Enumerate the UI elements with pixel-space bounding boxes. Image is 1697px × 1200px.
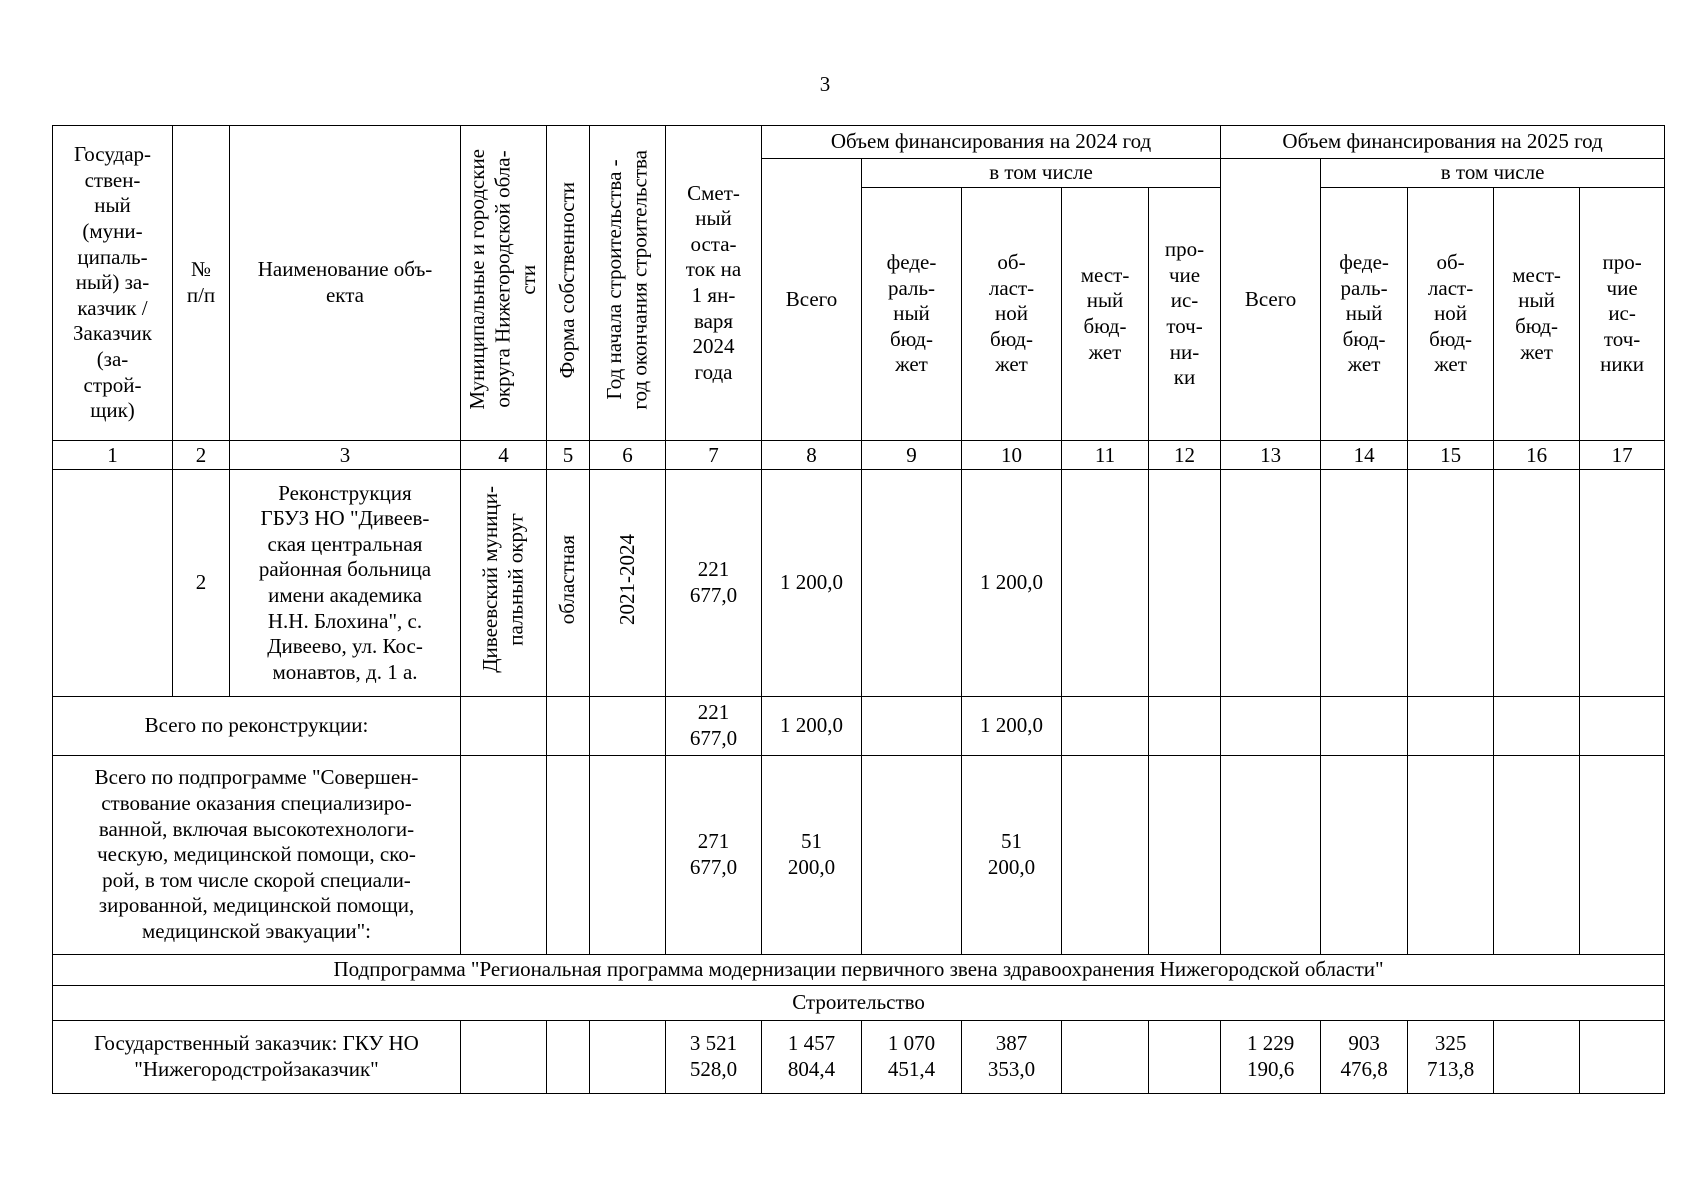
cell-empty (1580, 470, 1665, 697)
col-number: 3 (230, 441, 461, 470)
cell-empty (1321, 470, 1408, 697)
cell-empty (461, 1021, 547, 1094)
cell-customer-regional-2024: 387 353,0 (962, 1021, 1062, 1094)
cell-empty (1149, 756, 1221, 955)
cell-customer-total-2025: 1 229 190,6 (1221, 1021, 1321, 1094)
table-row-total-subprogram (53, 756, 1665, 955)
cell-empty (547, 756, 590, 955)
header-local-2025: мест- ный бюд- жет (1494, 188, 1580, 441)
cell-object-municipality: Дивеевский муници- пальный округ (477, 486, 528, 674)
cell-object-num: 2 (173, 470, 230, 697)
cell-total-reconstruction-label: Всего по реконструкции: (53, 697, 461, 756)
header-regional-2024: об- ласт- ной бюд- жет (962, 188, 1062, 441)
col-number: 16 (1494, 441, 1580, 470)
header-including-2024: в том числе (862, 159, 1221, 188)
header-row-1 (53, 126, 1665, 159)
cell-empty (547, 1021, 590, 1094)
header-other-2024: про- чие ис- точ- ни- ки (1149, 188, 1221, 441)
header-municipality: Муниципальные и городские округа Нижегородской обла- сти (465, 149, 541, 410)
cell-empty (1408, 470, 1494, 697)
cell-empty (1408, 697, 1494, 756)
col-number: 6 (590, 441, 666, 470)
header-total-2024: Всего (762, 159, 862, 441)
cell-empty (461, 697, 547, 756)
col-number: 12 (1149, 441, 1221, 470)
cell-total-subprogram-label: Всего по подпрограмме "Совершен- ствование оказания специализиро- ванной, включая высокотехнологи- ческую, медицинской помощи, ско- рой, в том числе скорой специали- зированной, медицинской помощи, медицинской эвакуации": (53, 756, 461, 955)
header-years-cell (590, 126, 666, 441)
cell-empty (862, 470, 962, 697)
cell-empty (1580, 697, 1665, 756)
header-other-2025: про- чие ис- точ- ники (1580, 188, 1665, 441)
header-customer: Государ- ствен- ный (муни- ципаль- ный) за- казчик / Заказчик (за- строй- щик) (53, 126, 173, 441)
cell-empty (1149, 1021, 1221, 1094)
cell-object-name: Реконструкция ГБУЗ НО "Дивеев- ская центральная районная больница имени академика Н.Н. Блохина", с. Дивеево, ул. Кос- монавтов, д. 1 а. (230, 470, 461, 697)
cell-empty (1494, 470, 1580, 697)
header-fin-2025: Объем финансирования на 2025 год (1221, 126, 1665, 159)
cell-empty (1580, 1021, 1665, 1094)
cell-empty (1062, 470, 1149, 697)
header-federal-2024: феде- раль- ный бюд- жет (862, 188, 962, 441)
cell-customer-federal-2025: 903 476,8 (1321, 1021, 1408, 1094)
col-number: 15 (1408, 441, 1494, 470)
col-number: 2 (173, 441, 230, 470)
col-number: 8 (762, 441, 862, 470)
header-ownership-cell (547, 126, 590, 441)
col-number: 5 (547, 441, 590, 470)
table-row-subprogram-title (53, 955, 1665, 986)
col-number: 10 (962, 441, 1062, 470)
col-number: 13 (1221, 441, 1321, 470)
table-row-total-reconstruction (53, 697, 1665, 756)
cell-object-years-wrap (590, 470, 666, 697)
cell-empty (862, 756, 962, 955)
cell-empty (1408, 756, 1494, 955)
col-number: 1 (53, 441, 173, 470)
cell-empty (1149, 697, 1221, 756)
header-federal-2025: феде- раль- ный бюд- жет (1321, 188, 1408, 441)
cell-empty (1494, 756, 1580, 955)
cell-empty (862, 697, 962, 756)
header-years: Год начала строительства - год окончания строительства (601, 149, 652, 410)
cell-object-years: 2021-2024 (614, 534, 639, 626)
table-row-customer (53, 1021, 1665, 1094)
col-number: 17 (1580, 441, 1665, 470)
cell-empty (590, 756, 666, 955)
header-balance: Смет- ный оста- ток на 1 ян- варя 2024 года (666, 126, 762, 441)
table-row-object (53, 470, 1665, 697)
cell-object-regional-2024: 1 200,0 (962, 470, 1062, 697)
cell-object-ownership-wrap (547, 470, 590, 697)
col-number: 9 (862, 441, 962, 470)
cell-total-subprogram-regional-2024: 51 200,0 (962, 756, 1062, 955)
cell-empty (1221, 697, 1321, 756)
section-title: Строительство (53, 986, 1665, 1021)
header-including-2025: в том числе (1321, 159, 1665, 188)
financing-table (52, 125, 1665, 1094)
cell-total-reconstruction-balance: 221 677,0 (666, 697, 762, 756)
cell-customer-balance: 3 521 528,0 (666, 1021, 762, 1094)
subprogram-title: Подпрограмма "Региональная программа модернизации первичного звена здравоохранения Нижегородской области" (53, 955, 1665, 986)
cell-total-subprogram-balance: 271 677,0 (666, 756, 762, 955)
cell-customer-total-2024: 1 457 804,4 (762, 1021, 862, 1094)
header-num: № п/п (173, 126, 230, 441)
header-object-name: Наименование объ- екта (230, 126, 461, 441)
cell-object-ownership: областная (555, 535, 580, 625)
cell-customer-federal-2024: 1 070 451,4 (862, 1021, 962, 1094)
cell-empty (1062, 697, 1149, 756)
col-number: 7 (666, 441, 762, 470)
cell-empty (1221, 470, 1321, 697)
cell-object-municipality-wrap (461, 470, 547, 697)
cell-empty (53, 470, 173, 697)
cell-empty (1494, 697, 1580, 756)
cell-empty (1494, 1021, 1580, 1094)
col-number: 4 (461, 441, 547, 470)
column-numbers-row (53, 441, 1665, 470)
header-total-2025: Всего (1221, 159, 1321, 441)
cell-empty (1321, 697, 1408, 756)
header-municipality-cell (461, 126, 547, 441)
cell-customer-regional-2025: 325 713,8 (1408, 1021, 1494, 1094)
cell-object-balance: 221 677,0 (666, 470, 762, 697)
col-number: 11 (1062, 441, 1149, 470)
cell-customer-label: Государственный заказчик: ГКУ НО "Нижегородстройзаказчик" (53, 1021, 461, 1094)
col-number: 14 (1321, 441, 1408, 470)
header-local-2024: мест- ный бюд- жет (1062, 188, 1149, 441)
cell-empty (461, 756, 547, 955)
header-ownership: Форма собственности (555, 181, 580, 378)
cell-empty (547, 697, 590, 756)
table-row-section-title (53, 986, 1665, 1021)
cell-total-reconstruction-regional-2024: 1 200,0 (962, 697, 1062, 756)
cell-empty (1149, 470, 1221, 697)
cell-empty (1062, 1021, 1149, 1094)
cell-empty (590, 697, 666, 756)
cell-empty (1580, 756, 1665, 955)
header-regional-2025: об- ласт- ной бюд- жет (1408, 188, 1494, 441)
cell-empty (1221, 756, 1321, 955)
page-number: 3 (819, 72, 831, 96)
header-fin-2024: Объем финансирования на 2024 год (762, 126, 1221, 159)
cell-object-total-2024: 1 200,0 (762, 470, 862, 697)
cell-empty (590, 1021, 666, 1094)
cell-empty (1062, 756, 1149, 955)
cell-total-reconstruction-total-2024: 1 200,0 (762, 697, 862, 756)
cell-empty (1321, 756, 1408, 955)
cell-total-subprogram-total-2024: 51 200,0 (762, 756, 862, 955)
